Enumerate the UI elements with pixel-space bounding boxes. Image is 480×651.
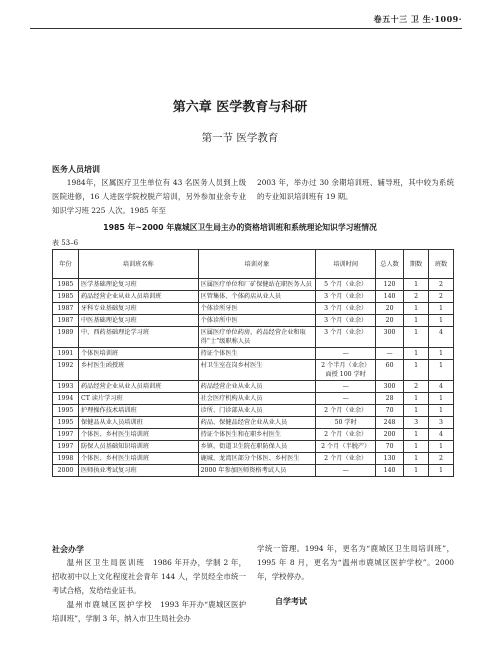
cell-class-name: 医学基础理论复习班 — [78, 279, 198, 291]
cell-total: 20 — [376, 303, 404, 315]
cell-class-name: 药品经营企业从业人员培训班 — [78, 381, 198, 393]
cell-duration: 2 个月（业余） — [316, 453, 376, 465]
training-table — [52, 249, 454, 477]
school2-text: 1993 年开办“鹿城区医护培训班”，学制 3 年，纳入市卫生局社会办 — [52, 600, 246, 623]
table-row — [53, 315, 454, 327]
cell-total: 300 — [376, 381, 404, 393]
cell-classes: 1 — [429, 393, 454, 405]
cell-duration: 2 个月（半脱产） — [316, 441, 376, 453]
cell-classes: 1 — [429, 405, 454, 417]
cell-class-name: 乡村医生函授班 — [78, 360, 198, 381]
cell-target: 区属医疗单位药房，药品经营企业和取得“士”级职称人员 — [198, 327, 316, 348]
cell-total: 60 — [376, 360, 404, 381]
cell-target: 区属医疗单位和厂矿保健站在职医务人员 — [198, 279, 316, 291]
cell-total: — — [376, 348, 404, 360]
table-row — [53, 279, 454, 291]
table-row — [53, 465, 454, 477]
cell-target: 持证个体医生和在职乡村医生 — [198, 429, 316, 441]
cell-sessions: 1 — [404, 441, 429, 453]
cell-duration: 3 个月（业余） — [316, 315, 376, 327]
table-row — [53, 360, 454, 381]
header-total: 总人数 — [376, 250, 404, 279]
page-header: 卷五十三 卫 生·1009· — [373, 14, 462, 24]
cell-classes: 2 — [429, 291, 454, 303]
cell-target: 药品经营企业从业人员 — [198, 381, 316, 393]
school2-name: 温州市鹿城区医护学校 — [66, 600, 153, 609]
cell-duration: 2 个月（业余） — [316, 429, 376, 441]
cell-class-name: 个体医、乡村医生培训班 — [78, 453, 198, 465]
cell-class-name: CT 读片学习班 — [78, 393, 198, 405]
intro-left-paragraph: 1984年，区属医疗卫生单位有 43 名医务人员到上级医院进修，16 人进医学院校脱产培训，另外参加业余专业知识学习班 225 人次。1985 年至 — [52, 178, 246, 215]
table-title: 1985 年~2000 年鹿城区卫生局主办的资格培训班和系统理论知识学习班情况 — [103, 223, 377, 232]
header-target: 培训对象 — [198, 250, 316, 279]
cell-total: 140 — [376, 465, 404, 477]
cell-year: 1998 — [53, 453, 79, 465]
cell-sessions: 1 — [404, 315, 429, 327]
cell-duration: 50 学时 — [316, 417, 376, 429]
bottom-subheading-right: 自学考试 — [275, 597, 307, 606]
cell-sessions: 1 — [404, 465, 429, 477]
cell-classes: 1 — [429, 315, 454, 327]
cell-class-name: 中医基础理论复习班 — [78, 315, 198, 327]
cell-duration: — — [316, 348, 376, 360]
cell-class-name: 医师执业考试复习班 — [78, 465, 198, 477]
header-sessions: 期数 — [404, 250, 429, 279]
section-title: 第一节 医学教育 — [201, 132, 279, 144]
header-rule — [30, 28, 462, 29]
school2-paragraph — [52, 598, 246, 626]
cell-target: 鹿城、龙湾区部分个体医、乡村医生 — [198, 453, 316, 465]
cell-class-name: 中、西药基础理论学习班 — [78, 327, 198, 348]
cell-sessions: 1 — [404, 327, 429, 348]
cell-classes: 1 — [429, 348, 454, 360]
cell-duration: 3 个月（业余） — [316, 303, 376, 315]
school1-text: 1986 年开办，学制 2 年，招收初中以上文化程度社会青年 144 人，学员经全市统一考试合格，发给结业证书。 — [52, 558, 246, 595]
cell-duration: 2 个月（业余） — [316, 405, 376, 417]
cell-target: 乡镇、街道卫生院在职防保人员 — [198, 441, 316, 453]
cell-duration: 3 个月（业余） — [316, 291, 376, 303]
table-row — [53, 327, 454, 348]
cell-total: 140 — [376, 291, 404, 303]
cell-sessions: 1 — [404, 303, 429, 315]
cell-class-name: 护理操作技术培训班 — [78, 405, 198, 417]
cell-class-name: 个体医、乡村医生培训班 — [78, 429, 198, 441]
cell-sessions: 2 — [404, 291, 429, 303]
header-classes: 班数 — [429, 250, 454, 279]
cell-year: 1991 — [53, 348, 79, 360]
cell-year: 2000 — [53, 465, 79, 477]
cell-classes: 1 — [429, 465, 454, 477]
cell-sessions: 1 — [404, 453, 429, 465]
cell-target: 药品、保健品经营企业从业人员 — [198, 417, 316, 429]
cell-total: 300 — [376, 327, 404, 348]
bottom-subheading-left: 社会办学 — [52, 545, 84, 554]
header-year: 年份 — [53, 250, 79, 279]
cell-duration: 3 个月（业余） — [316, 327, 376, 348]
school1-name: 温州区卫生局医训班 — [66, 558, 146, 567]
cell-target: 个体诊所牙医 — [198, 303, 316, 315]
cell-sessions: 1 — [404, 429, 429, 441]
chapter-title: 第六章 医学教育与科研 — [172, 100, 308, 115]
cell-sessions: 1 — [404, 348, 429, 360]
cell-classes: 1 — [429, 360, 454, 381]
cell-year: 1995 — [53, 405, 79, 417]
bottom-right-paragraph: 学统一管理。1994 年，更名为“鹿城区卫生局培训班”，1995 年 8 月，更名为“温州市鹿城区医护学校”。2000 年，学校停办。 — [257, 544, 454, 581]
cell-duration: — — [316, 381, 376, 393]
cell-sessions: 1 — [404, 360, 429, 381]
cell-year: 1994 — [53, 393, 79, 405]
cell-target: 2000 年参加医师资格考试人员 — [198, 465, 316, 477]
cell-total: 70 — [376, 405, 404, 417]
table-row — [53, 393, 454, 405]
cell-duration: — — [316, 465, 376, 477]
table-row — [53, 453, 454, 465]
cell-sessions: 1 — [404, 405, 429, 417]
cell-duration: 2 个半月（业余）面授 100 学时 — [316, 360, 376, 381]
table-row — [53, 348, 454, 360]
cell-target: 村卫生室在岗乡村医生 — [198, 360, 316, 381]
header-duration: 培训时间 — [316, 250, 376, 279]
cell-class-name: 保健品从业人员培训班 — [78, 417, 198, 429]
table-row — [53, 429, 454, 441]
table-header-row — [53, 250, 454, 279]
cell-classes: 4 — [429, 381, 454, 393]
cell-year: 1989 — [53, 327, 79, 348]
cell-year: 1993 — [53, 381, 79, 393]
cell-classes: 4 — [429, 429, 454, 441]
intro-subheading: 医务人员培训 — [52, 165, 100, 174]
table-row — [53, 441, 454, 453]
cell-year: 1997 — [53, 429, 79, 441]
header-class-name: 培训班名称 — [78, 250, 198, 279]
cell-total: 70 — [376, 441, 404, 453]
cell-sessions: 1 — [404, 393, 429, 405]
cell-sessions: 3 — [404, 417, 429, 429]
cell-sessions: 2 — [404, 381, 429, 393]
cell-target: 诊所、门诊部从业人员 — [198, 405, 316, 417]
cell-classes: 1 — [429, 441, 454, 453]
cell-total: 200 — [376, 429, 404, 441]
cell-year: 1997 — [53, 441, 79, 453]
cell-year: 1987 — [53, 315, 79, 327]
school1-paragraph — [52, 556, 246, 598]
cell-year: 1995 — [53, 417, 79, 429]
cell-classes: 2 — [429, 279, 454, 291]
cell-total: 248 — [376, 417, 404, 429]
table-row — [53, 405, 454, 417]
cell-sessions: 1 — [404, 279, 429, 291]
cell-year: 1985 — [53, 279, 79, 291]
cell-year: 1985 — [53, 291, 79, 303]
intro-right-paragraph: 2003 年，举办过 30 余期培训班、辅导班，其中较为系统的专业知识培训班有 19 期。 — [257, 178, 454, 201]
cell-classes: 4 — [429, 327, 454, 348]
table-row — [53, 303, 454, 315]
cell-target: 持证个体医生 — [198, 348, 316, 360]
cell-target: 个体诊所中医 — [198, 315, 316, 327]
cell-target: 区管集体、个体药店从业人员 — [198, 291, 316, 303]
cell-total: 20 — [376, 315, 404, 327]
cell-classes: 3 — [429, 417, 454, 429]
cell-total: 28 — [376, 393, 404, 405]
cell-total: 130 — [376, 453, 404, 465]
cell-class-name: 牙科专业基础复习班 — [78, 303, 198, 315]
cell-target: 社会医疗机构从业人员 — [198, 393, 316, 405]
table-row — [53, 291, 454, 303]
table-row — [53, 417, 454, 429]
cell-class-name: 个体医培训班 — [78, 348, 198, 360]
cell-classes: 1 — [429, 303, 454, 315]
cell-total: 120 — [376, 279, 404, 291]
table-row — [53, 381, 454, 393]
cell-class-name: 药品经营企业从业人员培训班 — [78, 291, 198, 303]
cell-class-name: 防保人员基础知识培训班 — [78, 441, 198, 453]
cell-classes: 2 — [429, 453, 454, 465]
cell-year: 1992 — [53, 360, 79, 381]
cell-duration: 5 个月（业余） — [316, 279, 376, 291]
cell-year: 1987 — [53, 303, 79, 315]
table-number: 表 53–6 — [52, 239, 79, 247]
cell-duration: — — [316, 393, 376, 405]
